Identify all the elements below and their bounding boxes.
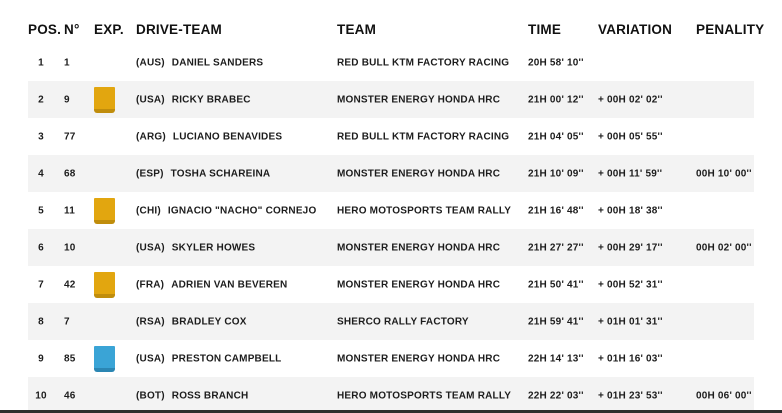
team-name: RED BULL KTM FACTORY RACING <box>337 131 510 142</box>
bib-number: 11 <box>64 205 75 216</box>
penalty-time: 00H 02' 00'' <box>696 242 752 253</box>
table-row <box>28 377 754 413</box>
position-value: 8 <box>38 316 44 327</box>
col-header-variation: VARIATION <box>598 22 673 37</box>
time-variation: + 01H 01' 31'' <box>598 316 663 327</box>
country-code: (USA) <box>136 353 165 364</box>
driver-full-name: PRESTON CAMPBELL <box>171 353 282 364</box>
driver-name <box>136 316 247 327</box>
team-name: MONSTER ENERGY HONDA HRC <box>337 279 501 290</box>
bib-number: 10 <box>64 242 76 253</box>
country-code: (CHI) <box>136 205 161 216</box>
driver-name <box>136 279 287 290</box>
team-name: MONSTER ENERGY HONDA HRC <box>337 94 501 105</box>
country-code: (USA) <box>136 242 165 253</box>
table-row <box>28 44 754 81</box>
position-value: 4 <box>38 168 44 179</box>
driver-name <box>136 390 248 401</box>
experience-badge-icon <box>94 272 115 298</box>
driver-name <box>136 94 251 105</box>
time-variation: + 01H 23' 53'' <box>598 390 663 401</box>
bib-number: 77 <box>64 131 76 142</box>
driver-full-name: RICKY BRABEC <box>171 94 251 105</box>
driver-name <box>136 168 270 179</box>
position-value: 5 <box>38 205 44 216</box>
country-code: (AUS) <box>136 57 165 68</box>
time-variation: + 00H 11' 59'' <box>598 168 663 179</box>
table-row <box>28 303 754 340</box>
driver-name <box>136 353 281 364</box>
driver-name <box>136 242 255 253</box>
table-header-row <box>28 0 765 44</box>
total-time: 21H 16' 48'' <box>528 205 584 216</box>
team-name: HERO MOTOSPORTS TEAM RALLY <box>337 390 512 401</box>
team-name: RED BULL KTM FACTORY RACING <box>337 57 510 68</box>
driver-name <box>136 57 263 68</box>
driver-full-name: LUCIANO BENAVIDES <box>172 131 283 142</box>
penalty-time: 00H 10' 00'' <box>696 168 752 179</box>
country-code: (FRA) <box>136 279 165 290</box>
driver-full-name: IGNACIO "NACHO" CORNEJO <box>167 205 317 216</box>
time-variation: + 00H 52' 31'' <box>598 279 663 290</box>
position-value: 6 <box>38 242 44 253</box>
total-time: 21H 10' 09'' <box>528 168 584 179</box>
table-row <box>28 118 754 155</box>
bib-number: 7 <box>64 316 70 327</box>
total-time: 22H 22' 03'' <box>528 390 584 401</box>
country-code: (USA) <box>136 94 165 105</box>
bib-number: 68 <box>64 168 76 179</box>
table-row <box>28 266 754 303</box>
driver-full-name: ROSS BRANCH <box>171 390 249 401</box>
total-time: 21H 00' 12'' <box>528 94 584 105</box>
table-row <box>28 340 754 377</box>
experience-badge-icon <box>94 198 115 224</box>
position-value: 7 <box>38 279 44 290</box>
team-name: MONSTER ENERGY HONDA HRC <box>337 242 501 253</box>
table-row <box>28 192 754 229</box>
team-name: HERO MOTOSPORTS TEAM RALLY <box>337 205 512 216</box>
team-name: MONSTER ENERGY HONDA HRC <box>337 168 501 179</box>
col-header-exp: EXP. <box>94 22 124 37</box>
bib-number: 85 <box>64 353 76 364</box>
time-variation: + 00H 02' 02'' <box>598 94 663 105</box>
col-header-penalty: PENALITY <box>696 22 765 37</box>
table-row <box>28 81 754 118</box>
position-value: 2 <box>38 94 44 105</box>
experience-badge-icon <box>94 346 115 372</box>
position-value: 10 <box>35 390 47 401</box>
country-code: (ESP) <box>136 168 164 179</box>
driver-full-name: BRADLEY COX <box>171 316 247 327</box>
table-row <box>28 155 754 192</box>
bib-number: 42 <box>64 279 76 290</box>
country-code: (ARG) <box>136 131 166 142</box>
col-header-time: TIME <box>528 22 562 37</box>
country-code: (RSA) <box>136 316 165 327</box>
total-time: 21H 59' 41'' <box>528 316 584 327</box>
position-value: 1 <box>38 57 44 68</box>
position-value: 3 <box>38 131 44 142</box>
time-variation: + 00H 29' 17'' <box>598 242 663 253</box>
country-code: (BOT) <box>136 390 165 401</box>
bib-number: 46 <box>64 390 76 401</box>
bib-number: 9 <box>64 94 70 105</box>
time-variation: + 01H 16' 03'' <box>598 353 663 364</box>
total-time: 21H 27' 27'' <box>528 242 584 253</box>
total-time: 21H 50' 41'' <box>528 279 584 290</box>
col-header-team: TEAM <box>337 22 377 37</box>
driver-full-name: SKYLER HOWES <box>171 242 256 253</box>
standings-table <box>28 0 765 413</box>
col-header-pos: POS. <box>28 22 62 37</box>
position-value: 9 <box>38 353 44 364</box>
table-body <box>28 44 754 413</box>
driver-name <box>136 205 316 216</box>
bib-number: 1 <box>64 57 70 68</box>
col-header-driver: DRIVE-TEAM <box>136 22 222 37</box>
total-time: 20H 58' 10'' <box>528 57 584 68</box>
driver-full-name: ADRIEN VAN BEVEREN <box>171 279 288 290</box>
table-row <box>28 229 754 266</box>
time-variation: + 00H 05' 55'' <box>598 131 663 142</box>
penalty-time: 00H 06' 00'' <box>696 390 752 401</box>
driver-full-name: TOSHA SCHAREINA <box>170 168 271 179</box>
team-name: MONSTER ENERGY HONDA HRC <box>337 353 501 364</box>
total-time: 21H 04' 05'' <box>528 131 584 142</box>
driver-full-name: DANIEL SANDERS <box>171 57 264 68</box>
total-time: 22H 14' 13'' <box>528 353 584 364</box>
driver-name <box>136 131 282 142</box>
col-header-number: N° <box>64 22 80 37</box>
experience-badge-icon <box>94 87 115 113</box>
team-name: SHERCO RALLY FACTORY <box>337 316 469 327</box>
time-variation: + 00H 18' 38'' <box>598 205 663 216</box>
